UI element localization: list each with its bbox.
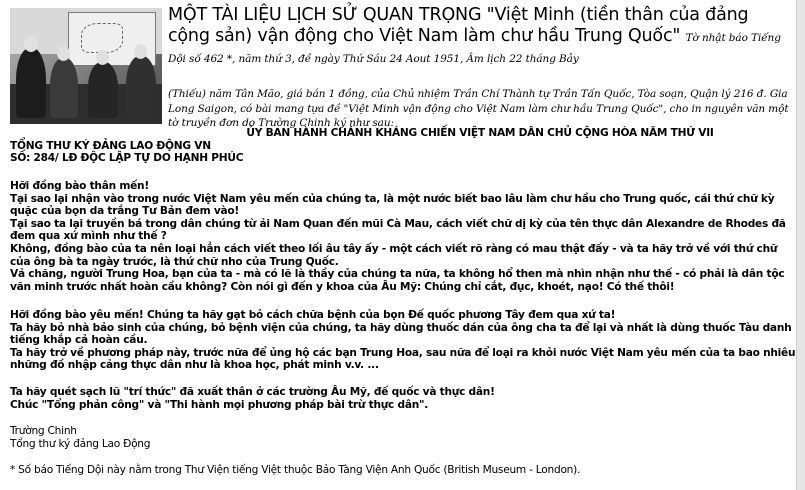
document-header-left-2: SỐ: 284/ LĐ ĐỘC LẬP TỰ DO HẠNH PHÚC: [10, 152, 244, 164]
historical-photo: [10, 8, 162, 124]
intro-text: (Thiếu) năm Tân Mão, giá bán 1 đồng, của Chủ nhiệm Trần Chí Thành tự Trần Tấn Quốc, Tòa soạn, Quận lý 216 đ. Gia Long Saigon, có bài mang tựa đề "Việt Minh vận động cho Việt Nam làm chư hầu Trung Quốc", cho in nguyên văn một tờ truyền đơn do Trường Chinh ký như sau:: [168, 88, 789, 129]
scrollbar-edge[interactable]: [796, 0, 805, 490]
paragraph-1: Hỡi đồng bào thân mến! Tại sao lại nhận vào trong nước Việt Nam yêu mến của chúng ta, là một nước biết bao lâu làm chư hầu cho Trung quốc, cái thứ chữ kỳ quặc của bọn da trắng Tư Bản đem vào! Tại sao ta lại truyền bá trong dân chúng từ ải Nam Quan đến mũi Cà Mau, cách viết chữ dị kỳ của tên thực dân Alexandre de Rhodes đã đem qua xứ mình như thế ? Không, đồng bào của ta nên loại hẳn cách viết theo lối âu tây ấy - một cách viết rõ ràng có mau thật đấy - và ta hãy trở về với thứ chữ của ông bà ta ngày trước, là thứ chữ nho của Trung Quốc. Vả chăng, người Trung Hoa, bạn của ta - mà có lẽ là thầy của chúng ta nữa, ta không hổ then mà nhìn nhận như thế - có phải là dân tộc văn minh trước nhất hoàn cầu không? Còn nói gì đến y khoa của Âu Mỹ: Chúng chỉ cắt, đục, khoét, nạo! Có thế thôi!: [10, 180, 786, 293]
title-text: MỘT TÀI LIỆU LỊCH SỬ QUAN TRỌNG "Việt Minh (tiền thân của đảng cộng sản) vận động cho Việt Nam làm chư hầu Trung Quốc": [168, 5, 749, 46]
document-header-left-1: TỔNG THƯ KÝ ĐẢNG LAO ĐỘNG VN: [10, 140, 211, 152]
footnote: * Số báo Tiếng Dội này nằm trong Thư Viện tiếng Việt thuộc Bảo Tàng Viện Anh Quốc (British Museum - London).: [10, 464, 581, 476]
paragraph-3: Ta hãy quét sạch lũ "trí thức" đã xuất thân ở các trường Âu Mỹ, đế quốc và thực dân! Chúc "Tổng phản công" và "Thi hành mọi phương pháp bài trừ thực dân".: [10, 386, 495, 411]
article-title: [168, 5, 792, 68]
signature-block: Trường Chinh Tổng thư ký đảng Lao Động: [10, 425, 151, 450]
document-header-center: ỦY BAN HÀNH CHÁNH KHÁNG CHIẾN VIỆT NAM DÂN CHỦ CỘNG HÒA NĂM THỨ VII: [246, 127, 714, 139]
paragraph-2: Hỡi đồng bào yêu mến! Chúng ta hãy gạt bỏ cách chữa bệnh của bọn Đế quốc phương Tây đem qua xứ ta! Ta hãy bỏ nhà bảo sinh của chúng, bỏ bệnh viện của chúng, ta hãy dùng thuốc dán của ông cha ta để lại và nhất là dùng thuốc Tàu danh tiếng khắp cả hoàn cầu. Ta hãy trở về phương pháp này, trước nữa để ủng hộ các bạn Trung Hoa, sau nữa để loại ra khỏi nước Việt Nam yêu mến của ta bao nhiêu những đồ nhập cảng thực dân như là khoa học, phát minh v.v. ...: [10, 309, 796, 372]
intro-first-line: Tờ nhật báo Tiếng Dội số 462 *, năm thứ 3, đề ngày Thứ Sáu 24 Aout 1951, Âm lịch 22 tháng Bảy: [168, 32, 781, 65]
